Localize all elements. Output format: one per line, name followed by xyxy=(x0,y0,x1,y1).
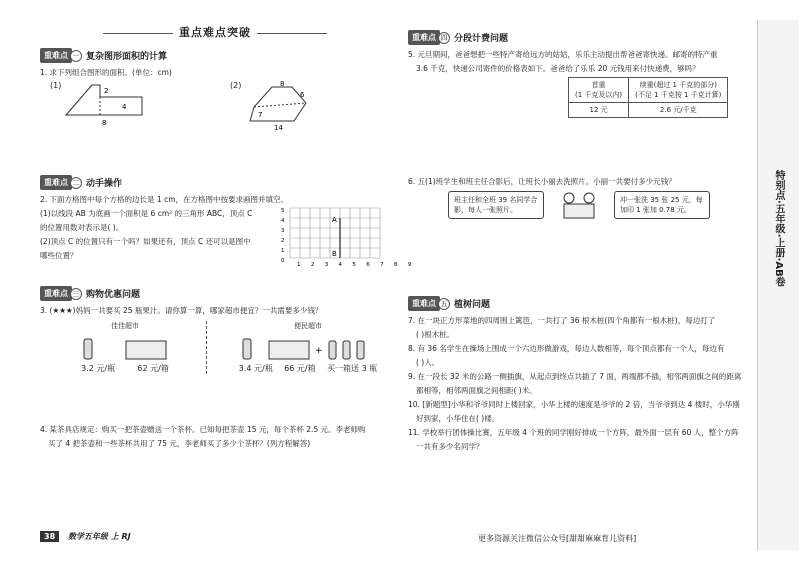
question-6: 6. 五(1)班学生和班主任合影后，让班长小丽去洗照片。小丽一共要付多少元钱？ xyxy=(408,177,676,186)
question-text: (2)顶点 C 的位置只有一个吗？如果还有，顶点 C 还可以是图中 xyxy=(40,237,251,246)
question-text: ( )根木桩。 xyxy=(416,330,455,339)
section-number: 二 xyxy=(70,177,82,189)
shop-name: 佳佳超市 xyxy=(111,322,139,330)
section-header-2 xyxy=(40,175,390,190)
svg-text:1: 1 xyxy=(281,248,285,254)
section-title: 植树问题 xyxy=(454,300,491,310)
section-number: 一 xyxy=(70,50,82,62)
right-column xyxy=(408,24,756,455)
shop-bianmin xyxy=(233,321,383,374)
promo: 买一箱送 3 瓶 xyxy=(327,364,378,373)
juice-illustration xyxy=(70,333,180,361)
question-7: 7. 在一块正方形菜地的四周围上篱笆，一共打了 36 根木桩(四个角都有一根木桩)，每边打了 xyxy=(408,316,716,325)
figure-row xyxy=(50,80,390,132)
section-badge: 重难点 xyxy=(40,175,72,190)
price-bottle: 3.4 元/瓶 xyxy=(238,364,273,373)
figure-2 xyxy=(230,80,350,132)
footer-promo: 更多资源关注微信公众号[甜甜麻麻育儿资料] xyxy=(478,534,637,543)
svg-text:5: 5 xyxy=(281,208,285,214)
label-4: 4 xyxy=(122,103,127,111)
shop-name: 便民超市 xyxy=(294,322,322,330)
composite-shape-2 xyxy=(244,81,354,131)
question-1: 1. 求下列组合图形的面积。(单位：cm) xyxy=(40,68,172,77)
question-text: ( )人。 xyxy=(416,358,440,367)
question-2-body xyxy=(40,208,416,268)
left-column xyxy=(40,24,416,452)
point-b-label: B xyxy=(332,250,337,258)
section-header-5 xyxy=(408,296,756,311)
label-8: 8 xyxy=(102,119,107,127)
question-9: 9. 在一段长 32 米的公路一侧插旗，从起点到终点共插了 7 面，两端都不插，相邻两面旗之间的距离 xyxy=(408,372,742,381)
question-text: 哪些位置？ xyxy=(40,251,78,260)
question-8: 8. 有 36 名学生在操场上围成一个六边形做游戏，每边人数相等，每个顶点都有一个人，每边有 xyxy=(408,344,725,353)
question-text: 一共有多少名同学？ xyxy=(416,442,484,451)
book-spine xyxy=(757,20,799,550)
shops-row xyxy=(70,321,390,374)
question-3: 3. (★★★)妈妈一共要买 25 瓶果汁。请你算一算，哪家超市便宜？一共需要多少钱？ xyxy=(40,306,323,315)
question-4 xyxy=(40,424,390,450)
label-2: 2 xyxy=(104,87,109,95)
page-title: 重点难点突破 xyxy=(40,24,390,40)
question-2-text xyxy=(40,208,272,262)
question-text: 4. 某茶具店规定：购买一把茶壶赠送一个茶杯。已知每把茶壶 15 元，每个茶杯 2.5 元。李老师购 xyxy=(40,425,366,434)
figure-label: (1) xyxy=(50,81,62,90)
svg-text:8: 8 xyxy=(280,80,285,88)
section-header-1 xyxy=(40,48,390,63)
shop-jiajia xyxy=(70,321,180,374)
question-text: (1)以线段 AB 为底画一个面积是 6 cm² 的三角形 ABC，顶点 C xyxy=(40,209,253,218)
price-bottle: 3.2 元/瓶 xyxy=(81,364,116,373)
price-box: 66 元/箱 xyxy=(284,364,316,373)
photo-illustration xyxy=(448,190,756,220)
svg-text:6: 6 xyxy=(300,91,305,99)
svg-text:2: 2 xyxy=(281,238,285,244)
speech-bubble: 班主任和全班 39 名同学合影，每人一张照片。 xyxy=(448,191,544,219)
section-badge: 重难点 xyxy=(408,296,440,311)
coordinate-grid[interactable] xyxy=(280,204,416,268)
figure-label: (2) xyxy=(230,81,242,90)
section-badge: 重难点 xyxy=(40,48,72,63)
composite-shape-1 xyxy=(64,83,174,127)
x-axis-labels: 1 2 3 4 5 6 7 8 9 xyxy=(297,262,416,268)
svg-text:4: 4 xyxy=(281,218,285,224)
question-text: 买了 4 把茶壶和一些茶杯共用了 75 元，李老师买了多少个茶杯？(列方程解答) xyxy=(48,439,311,448)
divider xyxy=(206,321,207,374)
figure-1 xyxy=(50,81,170,125)
question-text: 的位置用数对表示是( )。 xyxy=(40,223,124,232)
juice-illustration xyxy=(233,333,383,361)
section-title: 复杂图形面积的计算 xyxy=(86,52,168,62)
footer-text: 数学五年级 上 RJ xyxy=(67,532,131,541)
question-text: 都相等，相邻两面旗之间相距( )米。 xyxy=(416,386,537,395)
people-illustration xyxy=(554,190,604,220)
section-header-3 xyxy=(40,286,390,301)
section-number: 四 xyxy=(438,32,450,44)
section-title: 动手操作 xyxy=(86,179,123,189)
question-10: 10. [新题型]小华和爷爷同时上楼回家，小华上楼的速度是爷爷的 2 倍，当爷爷到达 4 楼时，小华刚 xyxy=(408,400,740,409)
question-5: 5. 元旦期间，爸爸想把一些特产寄给远方的姑姑，乐乐主动提出帮爸爸寄快递。邮寄的特产重 xyxy=(408,50,718,59)
section-number: 三 xyxy=(70,288,82,300)
section-title: 分段计费问题 xyxy=(454,34,509,44)
speech-bubble: 冲一张洗 35 张 25 元，每加印 1 张加 0.78 元。 xyxy=(614,191,710,219)
svg-text:3: 3 xyxy=(281,228,285,234)
svg-text:7: 7 xyxy=(258,111,263,119)
page-number: 38 xyxy=(40,531,59,542)
question-11: 11. 学校举行团体操比赛，五年级 4 个班的同学刚好排成一个方阵，最外面一层有 60 人，整个方阵 xyxy=(408,428,739,437)
question-text: 好到家，小华住在( )楼。 xyxy=(416,414,500,423)
svg-text:14: 14 xyxy=(274,124,283,132)
svg-text:+: + xyxy=(315,346,323,356)
price-table: 首重 (1 千克及以内) 续重(超过 1 千克的部分) (不足 1 千克按 1 千克计算) 12 元 2.6 元/千克 xyxy=(568,77,728,118)
page-footer xyxy=(40,531,131,542)
section-badge: 重难点 xyxy=(40,286,72,301)
question-text: 3.6 千克，快递公司寄件的价格表如下。爸爸给了乐乐 20 元钱用来付快递费，够吗？ xyxy=(416,64,700,73)
spine-text: 特别点·五年级·上册·AB卷 xyxy=(773,170,784,287)
question-2: 2. 下面方格图中每个方格的边长是 1 cm，在方格图中按要求画图并填空。 xyxy=(40,195,289,204)
section-header-4 xyxy=(408,30,756,45)
extra-weight-price: 2.6 元/千克 xyxy=(629,103,728,118)
first-weight-price: 12 元 xyxy=(569,103,629,118)
svg-text:0: 0 xyxy=(281,258,285,264)
point-a-label: A xyxy=(332,216,337,224)
section-number: 五 xyxy=(438,298,450,310)
price-box: 62 元/箱 xyxy=(137,364,169,373)
section-title: 购物优惠问题 xyxy=(86,290,141,300)
section-badge: 重难点 xyxy=(408,30,440,45)
